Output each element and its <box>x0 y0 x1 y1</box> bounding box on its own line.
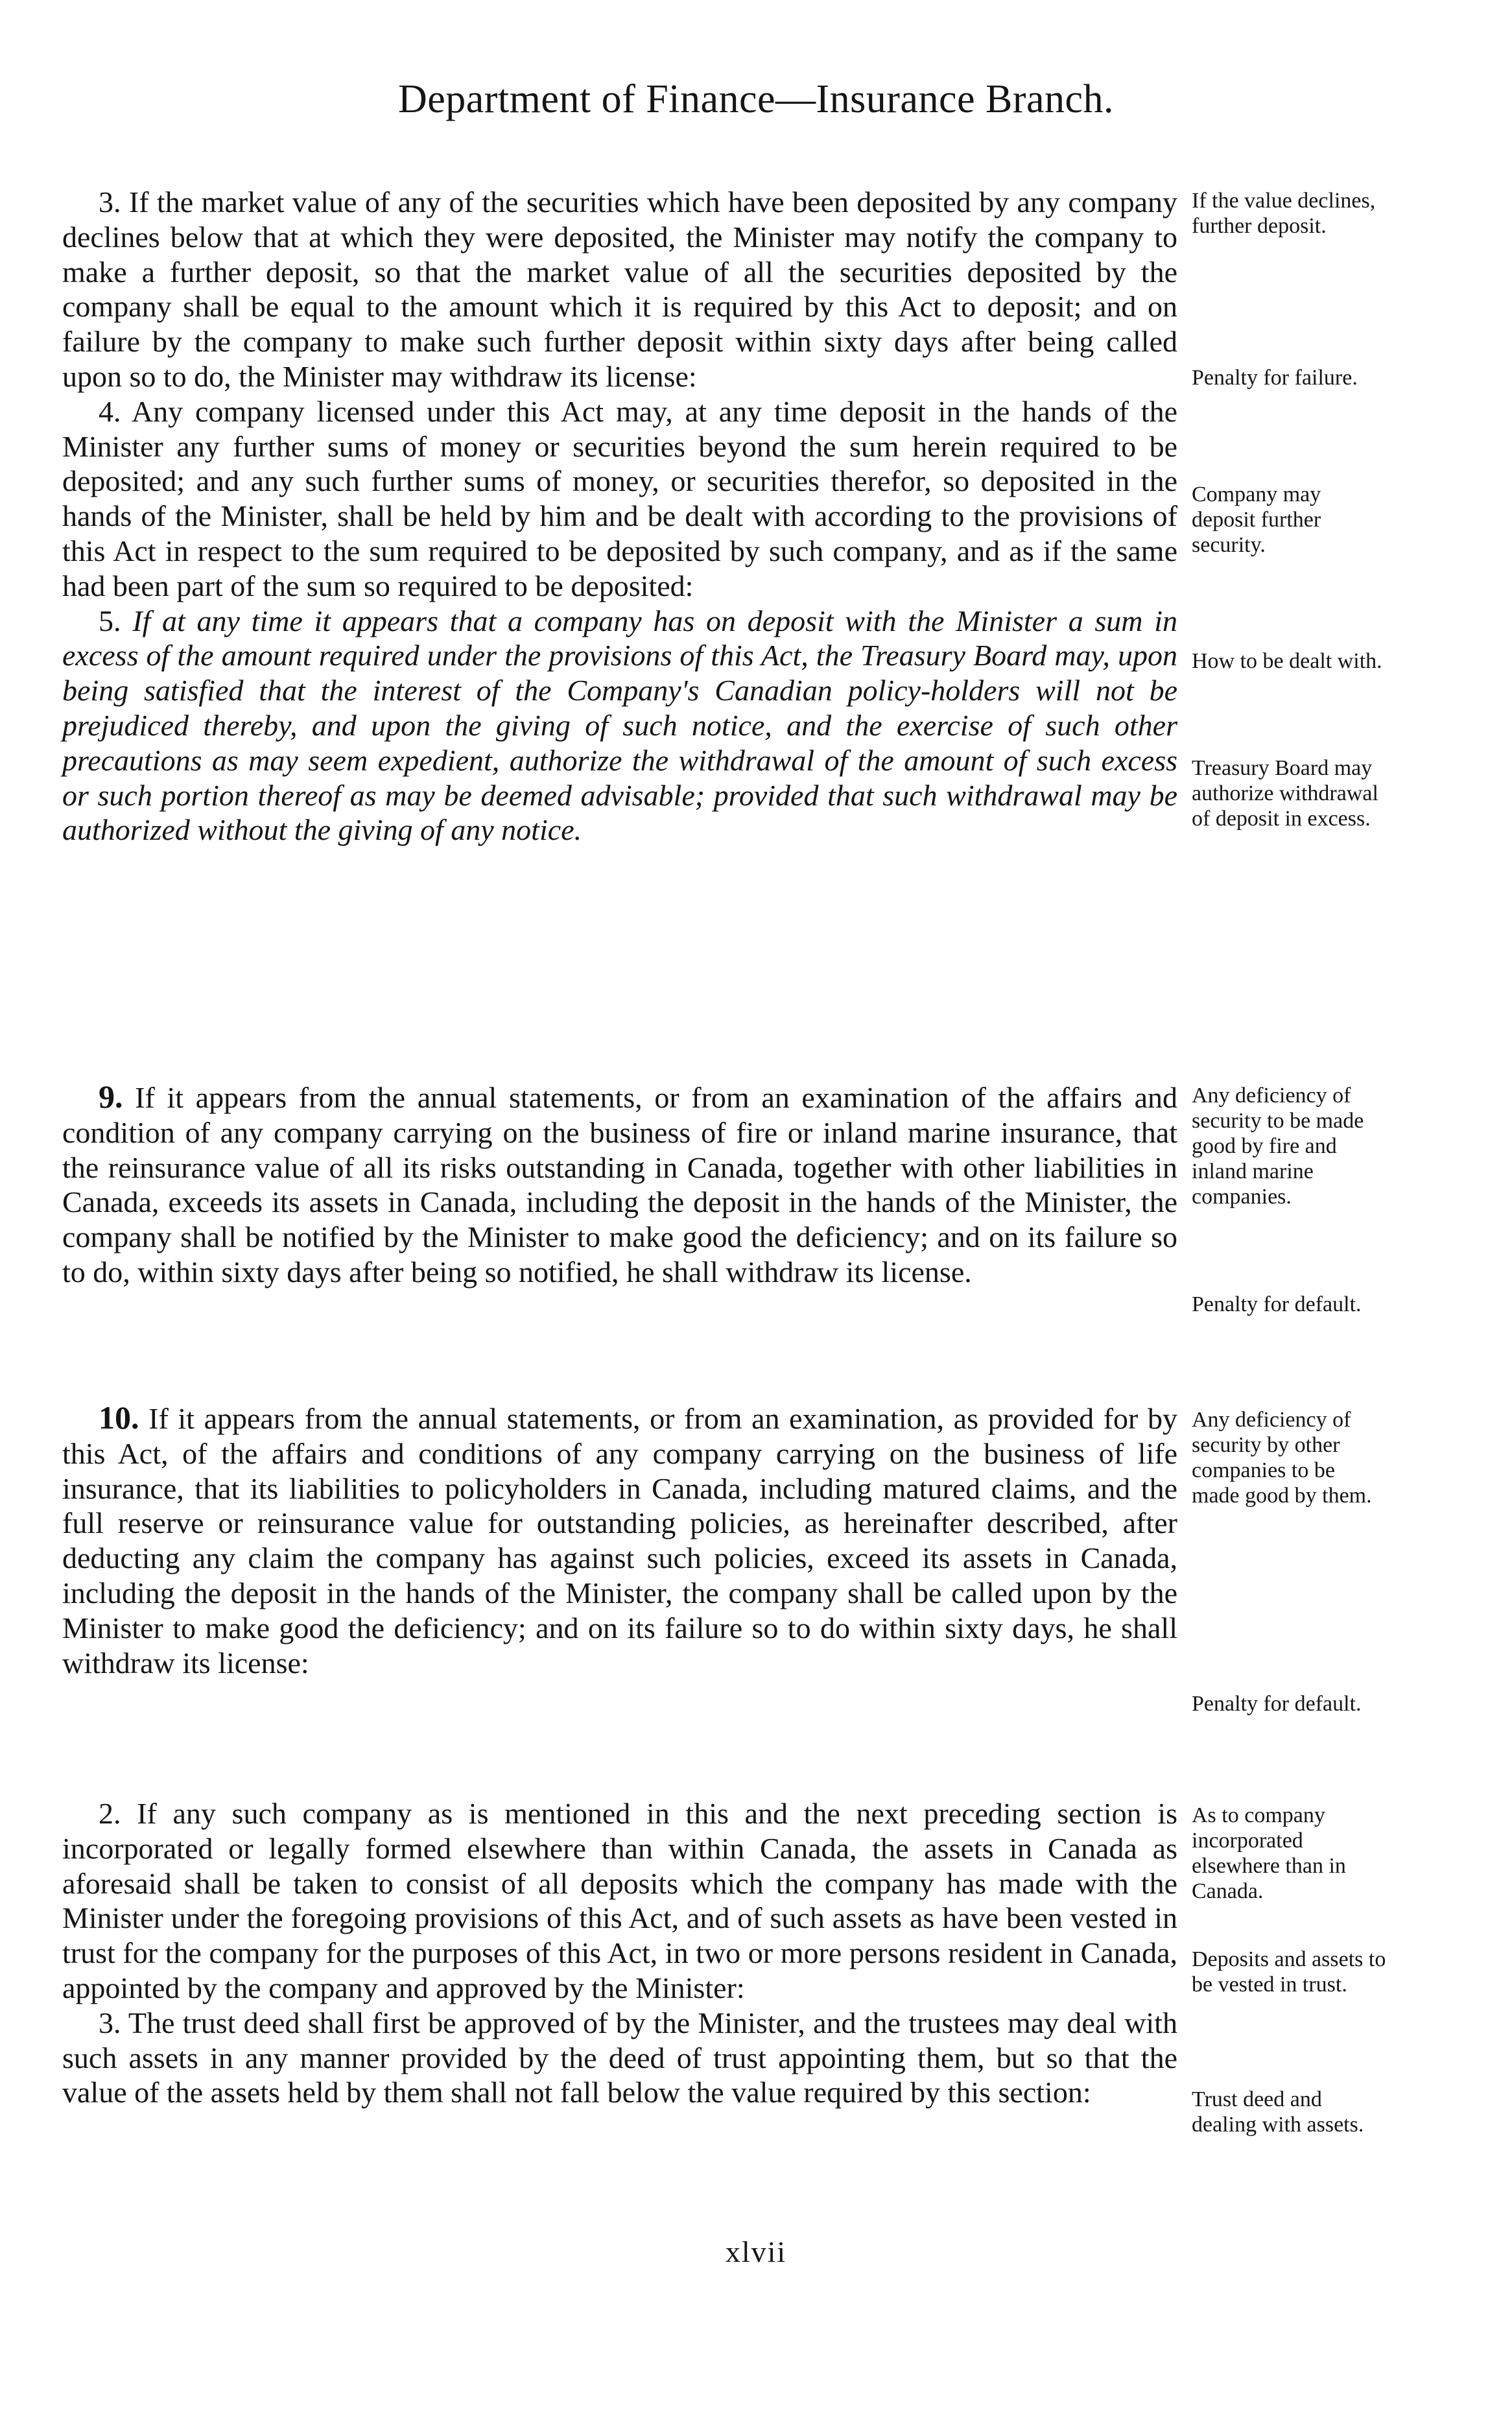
page-title: Department of Finance—Insurance Branch. <box>397 77 1115 121</box>
margin-note-other-deficiency: Any deficiency of security by other companies to be made good by them. <box>1192 1408 1372 1508</box>
paragraph-5-number: 5. <box>99 604 121 637</box>
section-block-10 <box>62 1401 1177 1680</box>
margin-note-fire-marine-deficiency: Any deficiency of security to be made good by fire and inland marine companies. <box>1192 1084 1364 1209</box>
paragraph-5-text: If at any time it appears that a company has on deposit with the Minister a sum in excess of the amount required under the provisions of this Act, the Treasury Board may, upon being satisfied that the interest of the Company's Canadian policy-holders will not be prejudiced thereby, and upon the giving of such notice, and the exercise of such other precautions as may seem expedient, authorize the withdrawal of the amount of such excess or such portion thereof as may be deemed advisable; provided that such withdrawal may be authorized without the giving of any notice. <box>62 604 1177 847</box>
section-9-text: If it appears from the annual statements, or from an examination of the affairs and condition of any company carrying on the business of fire or inland marine insurance, that the reinsurance value of all its risks outstanding in Canada, together with other liabilities in Canada, exceeds its assets in Canada, including the deposit in the hands of the Minister, the company shall be notified by the Minister to make good the deficiency; and on its failure so to do, within sixty days after being so notified, he shall withdraw its license. <box>62 1081 1177 1288</box>
section-10 <box>62 1401 1177 1680</box>
section-10-text: If it appears from the annual statements, or from an examination, as provided for by this Act, of the affairs and conditions of any company carrying on the business of life insurance, that its liabilities to policyholders in Canada, including matured claims, and the full reserve or reinsurance value for outstanding policies, as hereinafter described, after deducting any claim the company has against such policies, exceed its assets in Canada, including the deposit in the hands of the Minister, the company shall be called upon by the Minister to make good the deficiency; and on its failure so to do within sixty days, he shall withdraw its license: <box>62 1402 1178 1679</box>
page-number: xlvii <box>725 2235 787 2268</box>
margin-note-treasury-board: Treasury Board may authorize withdrawal of deposit in excess. <box>1192 756 1378 831</box>
margin-note-further-deposit: If the value declines, further deposit. <box>1192 189 1376 238</box>
section-block-10-sub <box>62 1796 1177 2110</box>
section-block-deposits <box>62 185 1177 848</box>
section-10-subsection-2: 2. If any such company as is mentioned in this and the next preceding section is incorporated or legally formed elsewhere than within Canada, the assets in Canada as aforesaid shall be taken to consist of all deposits which the company has made with the Minister under the foregoing provisions of this Act, and of such assets as have been vested in trust for the company for the purposes of this Act, in two or more persons resident in Canada, appointed by the company and approved by the Minister: <box>62 1797 1177 2004</box>
section-9 <box>62 1080 1177 1290</box>
margin-note-how-dealt-with: How to be dealt with. <box>1192 649 1382 673</box>
margin-note-penalty-default-10: Penalty for default. <box>1192 1692 1362 1716</box>
paragraph-5 <box>62 604 1177 848</box>
section-10-subsection-3: 3. The trust deed shall first be approved of by the Minister, and the trustees may deal with such assets in any manner provided by the deed of trust appointing them, but so that the value of the assets held by them shall not fall below the value required by this section: <box>62 2006 1177 2109</box>
margin-note-incorporated-elsewhere: As to company incorporated elsewhere than in Canada. <box>1192 1803 1346 1903</box>
section-10-number: 10. <box>99 1399 139 1436</box>
margin-note-further-security: Company may deposit further security. <box>1192 482 1321 557</box>
section-9-number: 9. <box>99 1078 123 1115</box>
margin-note-penalty-failure: Penalty for failure. <box>1192 366 1358 390</box>
margin-note-trust-deed: Trust deed and dealing with assets. <box>1192 2087 1364 2137</box>
margin-note-vested-in-trust: Deposits and assets to be vested in trust. <box>1192 1947 1386 1997</box>
paragraph-3: 3. If the market value of any of the securities which have been deposited by any company declines below that at which they were deposited, the Minister may notify the company to make a further deposit, so that the market value of all the securities deposited by the company shall be equal to the amount which it is required by this Act to deposit; and on failure by the company to make such further deposit within sixty days after being called upon so to do, the Minister may withdraw its license: <box>62 185 1177 393</box>
section-block-9 <box>62 1080 1177 1290</box>
margin-note-penalty-default-9: Penalty for default. <box>1192 1292 1362 1316</box>
paragraph-4: 4. Any company licensed under this Act may, at any time deposit in the hands of the Minister any further sums of money or securities beyond the sum herein required to be deposited; and any such further sums of money, or securities therefor, so deposited in the hands of the Minister, shall be held by him and be dealt with according to the provisions of this Act in respect to the sum required to be deposited by such company, and as if the same had been part of the sum so required to be deposited: <box>62 394 1177 602</box>
